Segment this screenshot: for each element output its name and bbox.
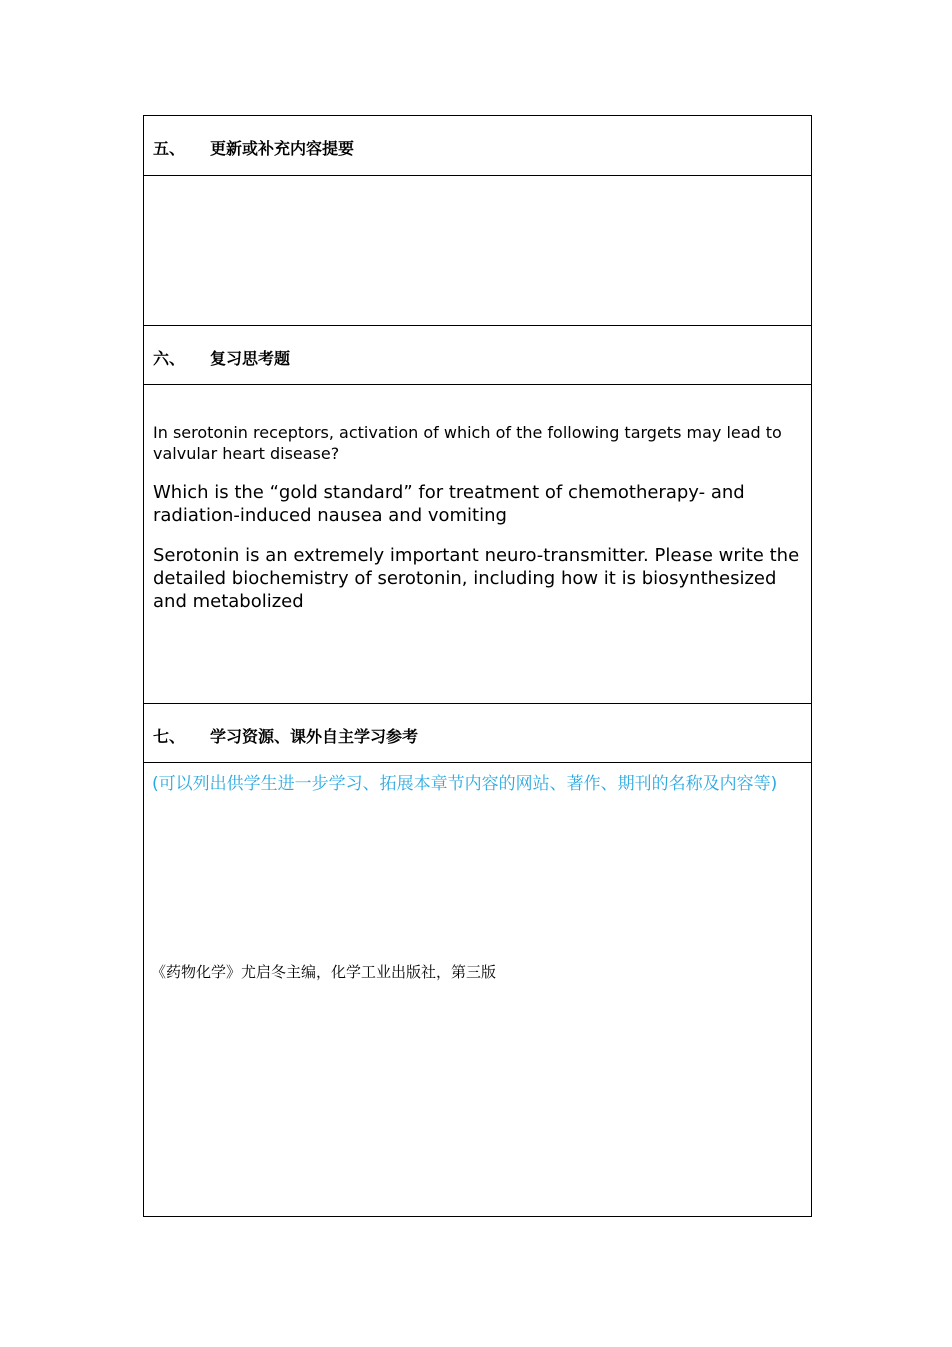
question-2: Which is the “gold standard” for treatment of chemotherapy- and radiation-induced nausea and vomiting <box>153 482 745 526</box>
resource-hint: (可以列出供学生进一步学习、拓展本章节内容的网站、著作、期刊的名称及内容等) <box>152 774 778 794</box>
section-7-heading <box>153 724 418 747</box>
section-6-body <box>144 385 811 704</box>
section-5-heading <box>153 136 354 159</box>
question-1: In serotonin receptors, activation of which of the following targets may lead to valvular heart disease? <box>153 423 782 463</box>
form-table <box>143 115 812 1217</box>
section-6-heading <box>153 346 290 369</box>
section-5-title: 更新或补充内容提要 <box>210 139 355 158</box>
section-6-title: 复习思考题 <box>210 349 291 368</box>
section-5-body <box>144 176 811 326</box>
section-5-header <box>144 116 811 176</box>
section-5-number: 五、 <box>153 139 186 158</box>
section-7-number: 七、 <box>153 727 186 746</box>
question-3: Serotonin is an extremely important neuro-transmitter. Please write the detailed biochemistry of serotonin, including how it is biosynthesized and metabolized <box>153 545 800 612</box>
reference-book: 《药物化学》尤启冬主编，化学工业出版社，第三版 <box>151 963 497 981</box>
section-7-header <box>144 704 811 763</box>
section-7-title: 学习资源、课外自主学习参考 <box>210 727 419 746</box>
section-6-number: 六、 <box>153 349 186 368</box>
section-7-body <box>144 763 811 1216</box>
section-6-header <box>144 326 811 385</box>
